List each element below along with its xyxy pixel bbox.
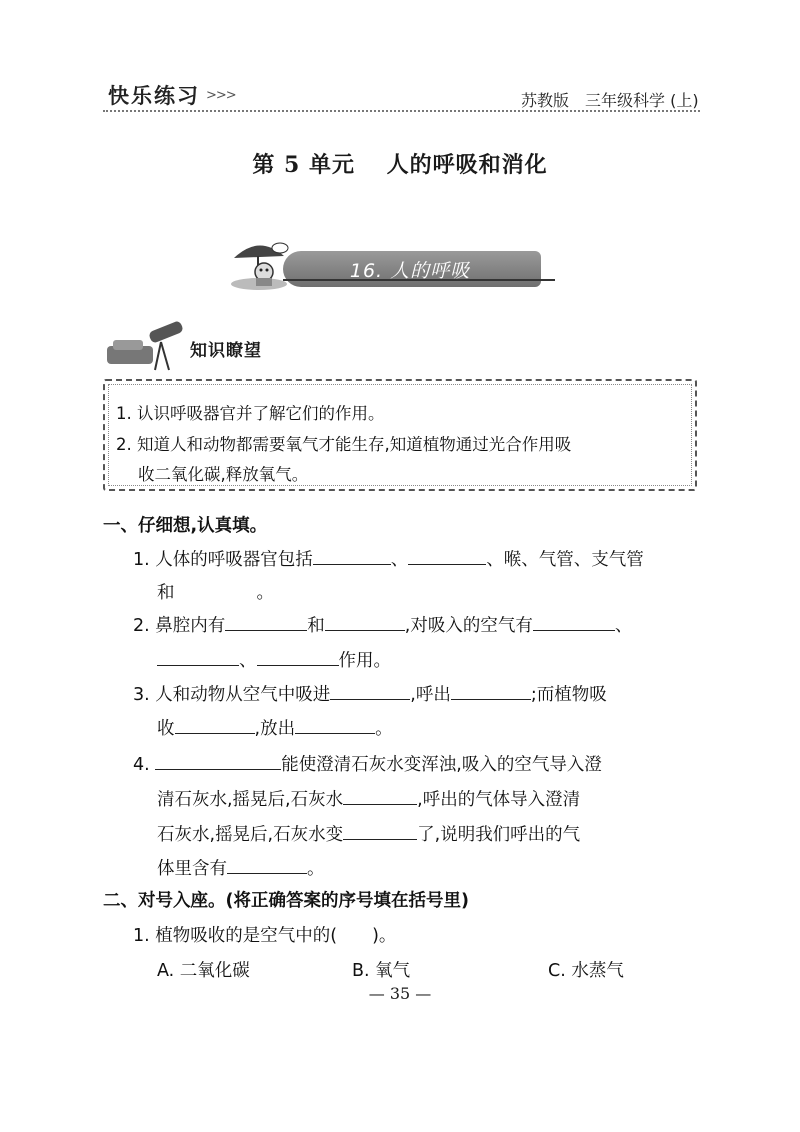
question-4-line-2: 清石灰水,摇晃后,石灰水 ,呼出的气体导入澄清: [157, 790, 581, 810]
lesson-title: 16. 人的呼吸: [349, 260, 471, 282]
question-4-line-3: 石灰水,摇晃后,石灰水变 了,说明我们呼出的气: [157, 825, 581, 845]
answer-blank[interactable]: [325, 615, 405, 631]
mascot-icon: [228, 234, 290, 292]
header-edition-grade: 苏教版 三年级科学 (上): [521, 91, 699, 110]
answer-blank[interactable]: [313, 549, 391, 565]
answer-blank[interactable]: [343, 789, 417, 805]
answer-blank[interactable]: [175, 718, 255, 734]
knowledge-item: 1. 认识呼吸器官并了解它们的作用。: [116, 404, 385, 423]
answer-blank[interactable]: [225, 615, 307, 631]
answer-blank[interactable]: [343, 824, 417, 840]
knowledge-item: 收二氧化碳,释放氧气。: [138, 465, 309, 484]
question-1: 1. 人体的呼吸器官包括 、 、喉、气管、支气管: [133, 550, 644, 570]
question-2-1: 1. 植物吸收的是空气中的( )。: [133, 926, 397, 946]
answer-blank[interactable]: [408, 549, 486, 565]
question-2: 2. 鼻腔内有 和 ,对吸入的空气有 、: [133, 616, 633, 636]
knowledge-item: 2. 知道人和动物都需要氧气才能生存,知道植物通过光合作用吸: [116, 435, 572, 454]
answer-blank[interactable]: [257, 650, 339, 666]
option-b[interactable]: B. 氧气: [352, 961, 411, 981]
answer-blank[interactable]: [155, 754, 281, 770]
telescope-icon: [103, 316, 193, 372]
option-a[interactable]: A. 二氧化碳: [157, 961, 250, 981]
answer-blank[interactable]: [157, 650, 239, 666]
answer-blank[interactable]: [330, 684, 410, 700]
header-arrows: >>>: [206, 88, 236, 103]
question-3-line-2: 收 ,放出 。: [157, 719, 393, 739]
answer-blank[interactable]: [227, 858, 307, 874]
answer-blank[interactable]: [451, 684, 531, 700]
page-number: — 35 —: [368, 984, 432, 1003]
unit-title: 第 5 单元 人的呼吸和消化: [252, 152, 548, 178]
knowledge-label: 知识瞭望: [190, 341, 262, 361]
header-brand: 快乐练习: [108, 84, 200, 108]
question-3: 3. 人和动物从空气中吸进 ,呼出 ;而植物吸: [133, 685, 607, 705]
question-4: 4. 能使澄清石灰水变浑浊,吸入的空气导入澄: [133, 755, 602, 775]
answer-blank[interactable]: [175, 582, 257, 598]
section-title: 一、仔细想,认真填。: [103, 516, 268, 536]
option-c[interactable]: C. 水蒸气: [548, 961, 624, 981]
answer-blank[interactable]: [295, 718, 375, 734]
question-1-line-2: 和 。: [157, 583, 274, 603]
question-4-line-4: 体里含有 。: [157, 859, 325, 879]
answer-blank[interactable]: [533, 615, 615, 631]
section-title: 二、对号入座。(将正确答案的序号填在括号里): [103, 891, 469, 911]
question-2-line-2: 、 作用。: [157, 647, 391, 672]
header-divider: [103, 110, 700, 112]
